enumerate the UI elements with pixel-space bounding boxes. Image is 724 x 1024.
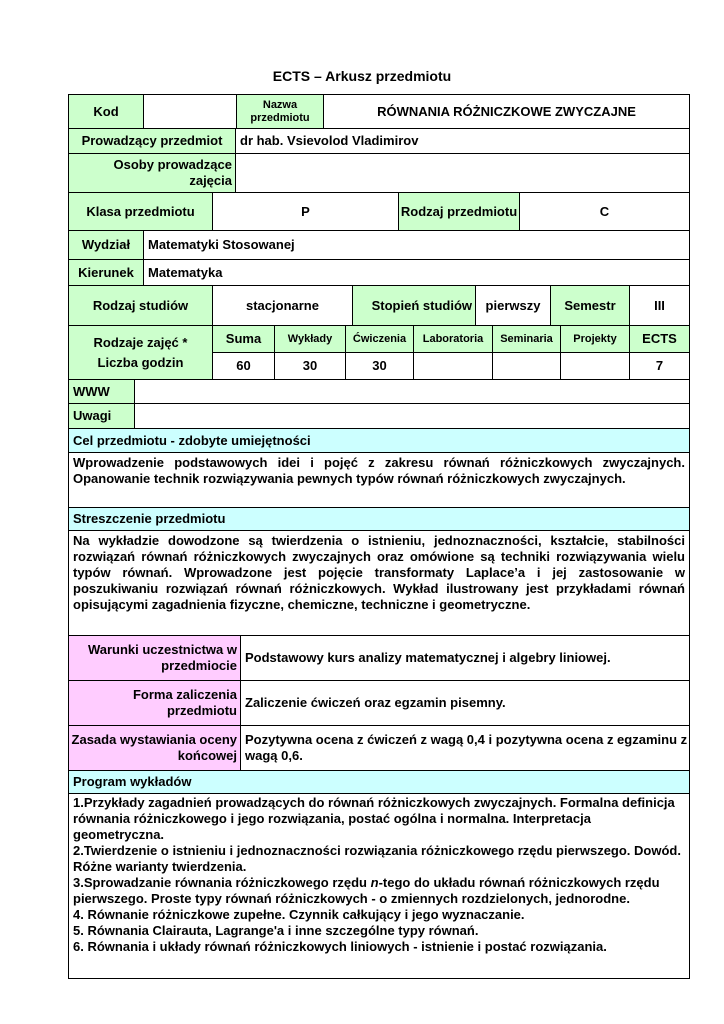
- nazwa-label: Nazwa przedmiotu: [236, 94, 324, 129]
- cel-heading: Cel przedmiotu - zdobyte umiejętności: [68, 428, 690, 453]
- www-label: WWW: [68, 379, 135, 404]
- klasa-value: P: [212, 192, 399, 231]
- uwagi-label: Uwagi: [68, 403, 135, 429]
- hours-header-suma: Suma: [212, 325, 275, 353]
- program-item-3: [73, 875, 685, 907]
- wydzial-label: Wydział: [68, 230, 144, 260]
- semestr-value: III: [629, 285, 690, 326]
- kierunek-value: Matematyka: [143, 259, 690, 286]
- program-item-3-pre: 3.Sprowadzanie równania różniczkowego rzędu: [73, 875, 371, 890]
- hours-value-suma: 60: [212, 352, 275, 380]
- hours-value-wyklady: 30: [274, 352, 346, 380]
- klasa-label: Klasa przedmiotu: [68, 192, 213, 231]
- stopien-label: Stopień studiów: [352, 285, 476, 326]
- streszczenie-text: Na wykładzie dowodzone są twierdzenia o istnieniu, jednoznaczności, kształcie, stabilności rozwiązań równań różniczkowych zwyczajnych oraz omówione są techniki rozwiązywania wielu typów równań. Wprowadzone jest pojęcie transformaty Laplace’a i jej zastosowanie w poszukiwaniu rozwiązań równań różniczkowych. Wykład ilustrowany jest przykładami równań opisującymi zagadnienia fizyczne, chemiczne, techniczne i geometryczne.: [68, 530, 690, 636]
- osoby-value: [235, 153, 690, 193]
- program-list: [68, 793, 690, 979]
- program-item-1: 1.Przykłady zagadnień prowadzących do równań różniczkowych zwyczajnych. Formalna definicja równania różniczkowego i jego rozwiązania, postać ogólna i normalna. Interpretacja geometryczna.: [73, 795, 675, 842]
- program-item-3-italic: n: [370, 875, 379, 890]
- osoby-label: Osoby prowadzące zajęcia: [68, 153, 236, 193]
- program-item-5: 5. Równania Clairauta, Lagrange'a i inne szczególne typy równań.: [73, 923, 479, 938]
- program-item-4: 4. Równanie różniczkowe zupełne. Czynnik całkujący i jego wyznaczanie.: [73, 907, 525, 922]
- hours-value-projekty: [560, 352, 630, 380]
- cel-text: Wprowadzenie podstawowych idei i pojęć z zakresu równań różniczkowych zwyczajnych. Opanowanie technik rozwiązywania pewnych typów równań różniczkowych zwyczajnych.: [68, 452, 690, 508]
- hours-header-cwiczenia: Ćwiczenia: [345, 325, 414, 353]
- wydzial-value: Matematyki Stosowanej: [143, 230, 690, 260]
- www-value: [134, 379, 690, 404]
- warunki-value: Podstawowy kurs analizy matematycznej i algebry liniowej.: [240, 635, 690, 681]
- prowadzacy-value: dr hab. Vsievolod Vladimirov: [235, 128, 690, 154]
- rodzaj-studiow-label: Rodzaj studiów: [68, 285, 213, 326]
- semestr-label: Semestr: [550, 285, 630, 326]
- rodzaj-studiow-value: stacjonarne: [212, 285, 353, 326]
- forma-value: Zaliczenie ćwiczeń oraz egzamin pisemny.: [240, 680, 690, 726]
- hours-header-ects: ECTS: [629, 325, 690, 353]
- zasada-label: Zasada wystawiania oceny końcowej: [68, 725, 241, 771]
- hours-header-laboratoria: Laboratoria: [413, 325, 493, 353]
- zasada-value: Pozytywna ocena z ćwiczeń z wagą 0,4 i pozytywna ocena z egzaminu z wagą 0,6.: [240, 725, 690, 771]
- program-item-6: 6. Równania i układy równań różniczkowych liniowych - istnienie i postać rozwiązania.: [73, 939, 607, 954]
- hours-value-seminaria: [492, 352, 561, 380]
- program-item-2: 2.Twierdzenie o istnieniu i jednoznaczności rozwiązania różniczkowego rzędu pierwszego. Dowód. Różne warianty twierdzenia.: [73, 843, 681, 874]
- hours-header-seminaria: Seminaria: [492, 325, 561, 353]
- kod-label: Kod: [68, 94, 144, 129]
- forma-label: Forma zaliczenia przedmiotu: [68, 680, 241, 726]
- prowadzacy-label: Prowadzący przedmiot: [68, 128, 236, 154]
- hours-value-ects: 7: [629, 352, 690, 380]
- rodzaje-zajec-line1: Rodzaje zajęć *: [93, 334, 188, 350]
- hours-value-cwiczenia: 30: [345, 352, 414, 380]
- kierunek-label: Kierunek: [68, 259, 144, 286]
- uwagi-value: [134, 403, 690, 429]
- hours-header-wyklady: Wykłady: [274, 325, 346, 353]
- rodzaj-przedmiotu-value: C: [519, 192, 690, 231]
- page-title: ECTS – Arkusz przedmiotu: [272, 68, 452, 84]
- rodzaj-przedmiotu-label: Rodzaj przedmiotu: [398, 192, 520, 231]
- rodzaje-zajec-label: [68, 325, 213, 380]
- hours-value-laboratoria: [413, 352, 493, 380]
- kod-value: [143, 94, 237, 129]
- warunki-label: Warunki uczestnictwa w przedmiocie: [68, 635, 241, 681]
- course-name: RÓWNANIA RÓŻNICZKOWE ZWYCZAJNE: [323, 94, 690, 129]
- program-item-3-post: -tego do układu równań różniczkowych rzędu pierwszego. Proste typy równań różniczkowych - o zmiennych rozdzielonych, jednorodne.: [73, 875, 660, 906]
- program-heading: Program wykładów: [68, 770, 690, 794]
- liczba-godzin-line2: Liczba godzin: [97, 354, 184, 370]
- streszczenie-heading: Streszczenie przedmiotu: [68, 507, 690, 531]
- hours-header-projekty: Projekty: [560, 325, 630, 353]
- stopien-value: pierwszy: [475, 285, 551, 326]
